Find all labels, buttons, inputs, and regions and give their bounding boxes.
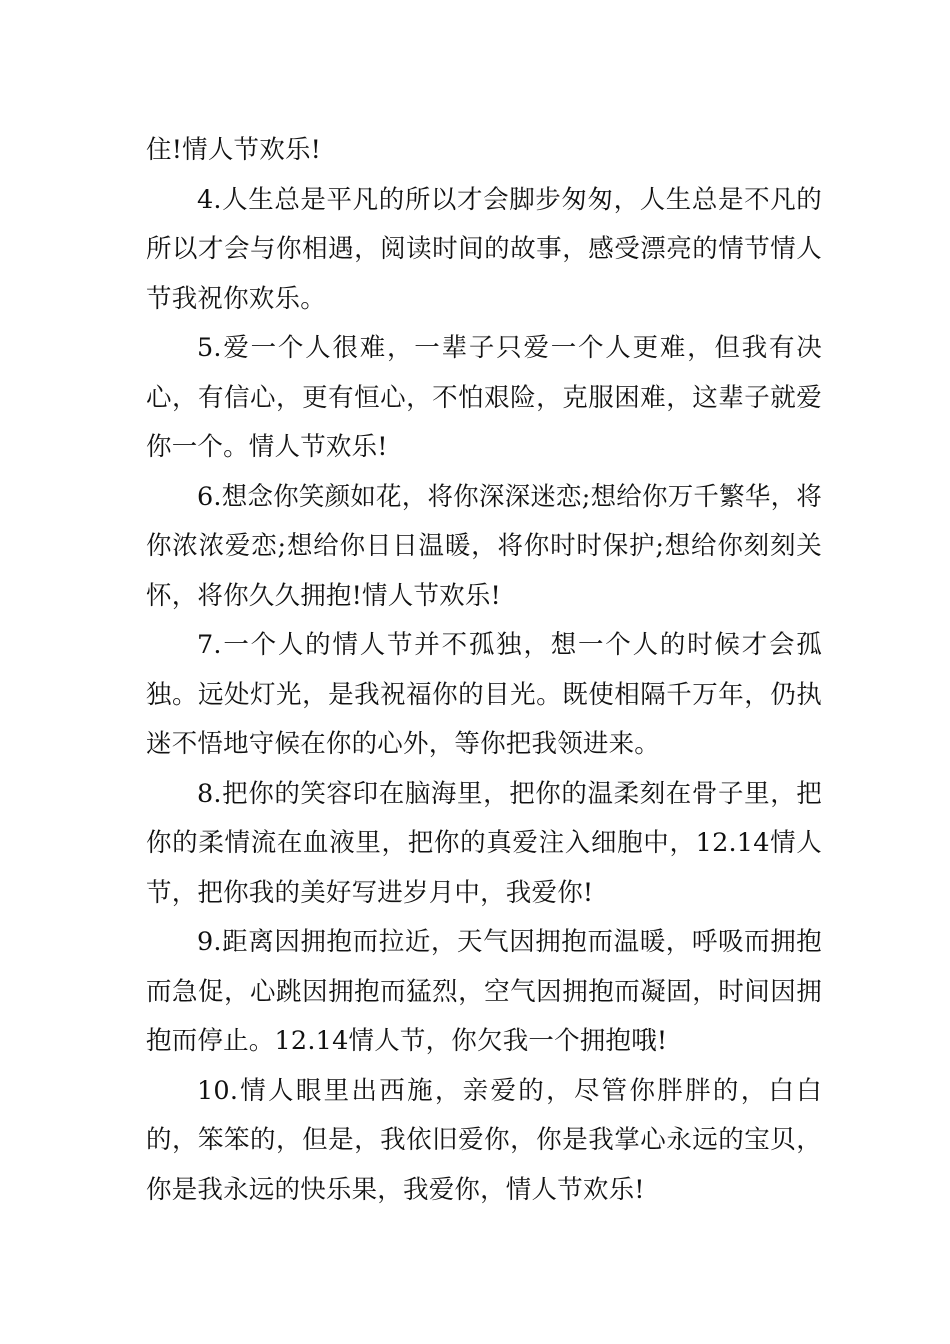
paragraph-wish-10: 10.情人眼里出西施，亲爱的，尽管你胖胖的，白白的，笨笨的，但是，我依旧爱你，你是我掌心永远的宝贝，你是我永远的快乐果，我爱你，情人节欢乐! (146, 1075, 822, 1205)
paragraph-wish-8: 8.把你的笑容印在脑海里，把你的温柔刻在骨子里，把你的柔情流在血液里，把你的真爱注入细胞中，12.14情人节，把你我的美好写进岁月中，我爱你! (146, 778, 822, 908)
paragraph-wish-5: 5.爱一个人很难，一辈子只爱一个人更难，但我有决心，有信心，更有恒心，不怕艰险，克服困难，这辈子就爱你一个。情人节欢乐! (146, 333, 822, 462)
paragraph-wish-7: 7.一个人的情人节并不孤独，想一个人的时候才会孤独。远处灯光，是我祝福你的目光。既使相隔千万年，仍执迷不悟地守候在你的心外，等你把我领进来。 (146, 630, 822, 759)
paragraph-wish-9: 9.距离因拥抱而拉近，天气因拥抱而温暖，呼吸而拥抱而急促，心跳因拥抱而猛烈，空气因拥抱而凝固，时间因拥抱而停止。12.14情人节，你欠我一个拥抱哦! (146, 927, 822, 1056)
paragraph-wish-6: 6.想念你笑颜如花，将你深深迷恋;想给你万千繁华，将你浓浓爱恋;想给你日日温暖，将你时时保护;想给你刻刻关怀，将你久久拥抱!情人节欢乐! (146, 481, 822, 611)
paragraph-wish-4: 4.人生总是平凡的所以才会脚步匆匆，人生总是不凡的所以才会与你相遇，阅读时间的故事，感受漂亮的情节情人节我祝你欢乐。 (146, 184, 822, 314)
paragraph-continuation: 住!情人节欢乐! (146, 135, 322, 165)
document-body (146, 126, 822, 1215)
